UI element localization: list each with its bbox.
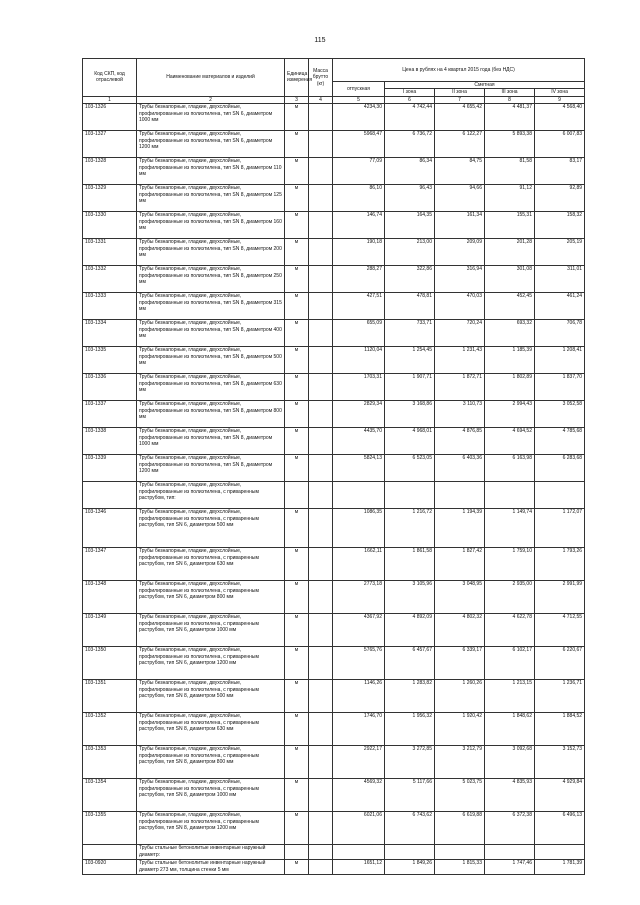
cell-release-price: 6021,06 (333, 812, 385, 845)
cell-code: 103-1334 (83, 320, 137, 347)
cell-name: Трубы безнапорные, гладкие, двухслойные, профилированные из полиэтилена, тип SN 8, диаметром 160 мм (137, 212, 285, 239)
cell-zone2-price: 161,34 (435, 212, 485, 239)
cell-zone1-price: 4 968,01 (385, 428, 435, 455)
header-zone1: I зона (385, 89, 435, 96)
cell-zone2-price: 1 194,39 (435, 509, 485, 548)
table-row (83, 158, 585, 185)
cell-name: Трубы безнапорные, гладкие, двухслойные, профилированные из полиэтилена, тип SN 8, диаметром 125 мм (137, 185, 285, 212)
cell-release-price: 4435,70 (333, 428, 385, 455)
cell-zone3-price: 4 694,52 (485, 428, 535, 455)
cell-zone2-price: 1 920,42 (435, 713, 485, 746)
cell-code: 103-1337 (83, 401, 137, 428)
cell-mass (309, 455, 333, 482)
cell-release-price: 1086,35 (333, 509, 385, 548)
cell-zone4-price: 4 929,84 (535, 779, 585, 812)
cell-code: 103-1346 (83, 509, 137, 548)
cell-name: Трубы безнапорные, гладкие, двухслойные, профилированные из полиэтилена, тип SN 8, диаметром 400 мм (137, 320, 285, 347)
cell-name: Трубы безнапорные, гладкие, двухслойные, профилированные из полиэтилена, с приваренным раструбом, тип SN 8, диаметром 800 мм (137, 746, 285, 779)
cell-zone1-price: 3 272,85 (385, 746, 435, 779)
cell-zone4-price: 205,19 (535, 239, 585, 266)
cell-unit: м (285, 581, 309, 614)
cell-code: 103-1326 (83, 104, 137, 131)
cell-release-price: 427,51 (333, 293, 385, 320)
cell-zone4-price: 6 283,68 (535, 455, 585, 482)
cell-mass (309, 185, 333, 212)
cell-unit: м (285, 131, 309, 158)
header-release: отпускная (333, 82, 385, 97)
cell-release-price: 1703,31 (333, 374, 385, 401)
cell-name: Трубы безнапорные, гладкие, двухслойные, профилированные из полиэтилена, с приваренным раструбом, тип SN 6, диаметром 1200 мм (137, 647, 285, 680)
header-zone3: III зона (485, 89, 535, 96)
cell-code: 103-1351 (83, 680, 137, 713)
cell-zone3-price: 201,28 (485, 239, 535, 266)
cell-mass (309, 374, 333, 401)
cell-mass (309, 647, 333, 680)
cell-mass (309, 812, 333, 845)
cell-zone2-price: 4 655,42 (435, 104, 485, 131)
cell-zone2-price: 1 815,33 (435, 860, 485, 875)
cell-unit: м (285, 158, 309, 185)
cell-zone4-price: 6 007,83 (535, 131, 585, 158)
table-row (83, 347, 585, 374)
table-row (83, 455, 585, 482)
cell-zone4-price: 1 236,71 (535, 680, 585, 713)
cell-zone1-price: 164,35 (385, 212, 435, 239)
cell-zone3-price: 1 848,62 (485, 713, 535, 746)
cell-name: Трубы безнапорные, гладкие, двухслойные, профилированные из полиэтилена, с приваренным раструбом, тип SN 8, диаметром 1000 мм (137, 779, 285, 812)
cell-zone3-price: 3 092,68 (485, 746, 535, 779)
cell-zone1-price: 322,86 (385, 266, 435, 293)
cell-release-price: 5765,76 (333, 647, 385, 680)
cell-release-price: 77,09 (333, 158, 385, 185)
table-row (83, 104, 585, 131)
cell-name: Трубы безнапорные, гладкие, двухслойные, профилированные из полиэтилена, с приваренным раструбом, тип SN 6, диаметром 800 мм (137, 581, 285, 614)
cell-zone4-price: 4 712,55 (535, 614, 585, 647)
cell-zone4-price: 3 052,58 (535, 401, 585, 428)
cell-unit: м (285, 779, 309, 812)
cell-zone1-price: 96,43 (385, 185, 435, 212)
cell-zone2-price: 3 212,79 (435, 746, 485, 779)
cell-mass (309, 212, 333, 239)
cell-name: Трубы безнапорные, гладкие, двухслойные, профилированные из полиэтилена, с приваренным раструбом, тип SN 6, диаметром 1000 мм (137, 614, 285, 647)
cell-release-price: 190,18 (333, 239, 385, 266)
cell-release-price: 5824,13 (333, 455, 385, 482)
cell-zone1-price (385, 845, 435, 860)
cell-release-price: 1662,11 (333, 548, 385, 581)
cell-release-price: 5968,47 (333, 131, 385, 158)
cell-mass (309, 347, 333, 374)
cell-mass (309, 131, 333, 158)
cell-unit: м (285, 614, 309, 647)
cell-zone3-price: 4 481,37 (485, 104, 535, 131)
cell-zone2-price: 470,03 (435, 293, 485, 320)
cell-release-price: 1146,26 (333, 680, 385, 713)
cell-zone3-price (485, 845, 535, 860)
cell-code: 103-1333 (83, 293, 137, 320)
cell-zone3-price: 452,45 (485, 293, 535, 320)
column-number: 4 (309, 96, 333, 103)
column-number: 9 (535, 96, 585, 103)
cell-zone1-price (385, 482, 435, 509)
cell-code: 103-1347 (83, 548, 137, 581)
cell-name: Трубы безнапорные, гладкие, двухслойные, профилированные из полиэтилена, тип SN 8, диаметром 500 мм (137, 347, 285, 374)
cell-zone4-price: 1 208,41 (535, 347, 585, 374)
cell-zone3-price: 1 802,89 (485, 374, 535, 401)
page-number: 115 (314, 37, 326, 44)
cell-name: Трубы безнапорные, гладкие, двухслойные, профилированные из полиэтилена, тип SN 8, диаметром 1200 мм (137, 455, 285, 482)
cell-name: Трубы безнапорные, гладкие, двухслойные, профилированные из полиэтилена, с приваренным раструбом, тип SN 8, диаметром 500 мм (137, 680, 285, 713)
cell-zone2-price: 4 802,32 (435, 614, 485, 647)
cell-zone4-price: 83,17 (535, 158, 585, 185)
cell-unit: м (285, 680, 309, 713)
table-row (83, 320, 585, 347)
cell-unit: м (285, 212, 309, 239)
cell-zone1-price: 4 742,44 (385, 104, 435, 131)
cell-release-price: 146,74 (333, 212, 385, 239)
cell-unit: м (285, 455, 309, 482)
cell-zone1-price: 86,34 (385, 158, 435, 185)
header-mass: Масса брутто (кг) (309, 59, 333, 97)
table-row (83, 239, 585, 266)
cell-zone2-price (435, 482, 485, 509)
cell-release-price: 4367,92 (333, 614, 385, 647)
cell-unit: м (285, 374, 309, 401)
column-number: 1 (83, 96, 137, 103)
cell-zone4-price: 6 220,67 (535, 647, 585, 680)
cell-mass (309, 614, 333, 647)
cell-zone2-price: 316,94 (435, 266, 485, 293)
cell-zone3-price: 6 102,17 (485, 647, 535, 680)
cell-zone4-price: 461,24 (535, 293, 585, 320)
cell-unit: м (285, 239, 309, 266)
table-row (83, 509, 585, 548)
table-row (83, 614, 585, 647)
table-row (83, 713, 585, 746)
cell-code: 103-1339 (83, 455, 137, 482)
cell-zone4-price: 311,01 (535, 266, 585, 293)
cell-zone2-price: 84,75 (435, 158, 485, 185)
cell-mass (309, 746, 333, 779)
cell-zone4-price: 92,89 (535, 185, 585, 212)
cell-zone1-price: 1 216,72 (385, 509, 435, 548)
cell-zone1-price: 1 956,32 (385, 713, 435, 746)
cell-code: 103-1354 (83, 779, 137, 812)
cell-zone3-price: 1 213,15 (485, 680, 535, 713)
cell-name: Трубы безнапорные, гладкие, двухслойные, профилированные из полиэтилена, с приваренным раструбом, тип SN 6, диаметром 500 мм (137, 509, 285, 548)
cell-unit: м (285, 548, 309, 581)
cell-zone2-price: 3 048,95 (435, 581, 485, 614)
cell-zone2-price: 1 872,71 (435, 374, 485, 401)
cell-zone2-price: 720,24 (435, 320, 485, 347)
cell-mass (309, 713, 333, 746)
cell-zone1-price: 3 168,86 (385, 401, 435, 428)
cell-unit: м (285, 185, 309, 212)
cell-zone1-price: 6 523,05 (385, 455, 435, 482)
cell-zone4-price: 1 884,52 (535, 713, 585, 746)
cell-zone3-price: 301,08 (485, 266, 535, 293)
cell-code: 103-1349 (83, 614, 137, 647)
cell-zone3-price: 6 372,38 (485, 812, 535, 845)
cell-zone3-price: 1 747,46 (485, 860, 535, 875)
cell-code: 103-1327 (83, 131, 137, 158)
cell-zone4-price: 1 837,70 (535, 374, 585, 401)
cell-zone2-price: 6 339,17 (435, 647, 485, 680)
cell-mass (309, 104, 333, 131)
cell-zone4-price: 4 785,68 (535, 428, 585, 455)
cell-zone4-price: 706,78 (535, 320, 585, 347)
cell-name: Трубы безнапорные, гладкие, двухслойные, профилированные из полиэтилена, тип SN 6, диаметром 1000 мм (137, 104, 285, 131)
table-row (83, 746, 585, 779)
cell-zone1-price: 1 907,71 (385, 374, 435, 401)
cell-zone1-price: 733,71 (385, 320, 435, 347)
cell-name: Трубы безнапорные, гладкие, двухслойные, профилированные из полиэтилена, с приваренным раструбом, тип: (137, 482, 285, 509)
cell-code: 103-1336 (83, 374, 137, 401)
table-row (83, 401, 585, 428)
cell-zone1-price: 1 283,82 (385, 680, 435, 713)
cell-code: 103-1348 (83, 581, 137, 614)
cell-release-price: 86,10 (333, 185, 385, 212)
column-number: 5 (333, 96, 385, 103)
cell-unit: м (285, 293, 309, 320)
cell-zone3-price: 6 163,98 (485, 455, 535, 482)
cell-zone2-price: 1 260,26 (435, 680, 485, 713)
table-row (83, 266, 585, 293)
cell-zone3-price (485, 482, 535, 509)
cell-mass (309, 239, 333, 266)
cell-name: Трубы безнапорные, гладкие, двухслойные, профилированные из полиэтилена, тип SN 8, диаметром 110 мм (137, 158, 285, 185)
column-number: 2 (137, 96, 285, 103)
table-row (83, 812, 585, 845)
cell-code: 103-1328 (83, 158, 137, 185)
cell-zone2-price: 209,09 (435, 239, 485, 266)
cell-name: Трубы стальные бетонолитые инвентарные наружный диаметр: (137, 845, 285, 860)
table-row (83, 548, 585, 581)
cell-zone2-price: 3 110,73 (435, 401, 485, 428)
cell-zone1-price: 478,81 (385, 293, 435, 320)
cell-name: Трубы безнапорные, гладкие, двухслойные, профилированные из полиэтилена, с приваренным раструбом, тип SN 8, диаметром 1200 мм (137, 812, 285, 845)
cell-code (83, 845, 137, 860)
cell-zone3-price: 81,58 (485, 158, 535, 185)
cell-zone1-price: 6 743,62 (385, 812, 435, 845)
column-number: 8 (485, 96, 535, 103)
cell-unit: м (285, 104, 309, 131)
cell-zone2-price: 1 231,43 (435, 347, 485, 374)
cell-release-price: 2829,34 (333, 401, 385, 428)
cell-code: 103-1330 (83, 212, 137, 239)
cell-mass (309, 293, 333, 320)
cell-zone3-price: 155,31 (485, 212, 535, 239)
cell-mass (309, 860, 333, 875)
cell-zone1-price: 5 117,66 (385, 779, 435, 812)
cell-zone4-price (535, 482, 585, 509)
header-name: Наименование материалов и изделий (137, 59, 285, 97)
cell-code: 103-1329 (83, 185, 137, 212)
cell-zone4-price: 2 991,99 (535, 581, 585, 614)
cell-zone1-price: 1 849,26 (385, 860, 435, 875)
cell-unit: м (285, 266, 309, 293)
cell-unit: м (285, 713, 309, 746)
cell-name: Трубы безнапорные, гладкие, двухслойные, профилированные из полиэтилена, тип SN 8, диаметром 200 мм (137, 239, 285, 266)
header-code: Код СКП, код отраслевой (83, 59, 137, 97)
cell-code: 103-1335 (83, 347, 137, 374)
header-zone2: II зона (435, 89, 485, 96)
cell-zone3-price: 4 835,93 (485, 779, 535, 812)
cell-code: 103-1338 (83, 428, 137, 455)
cell-unit: м (285, 320, 309, 347)
cell-zone2-price: 6 122,27 (435, 131, 485, 158)
cell-code: 103-1350 (83, 647, 137, 680)
cell-zone1-price: 6 736,72 (385, 131, 435, 158)
cell-unit: м (285, 509, 309, 548)
cell-zone1-price: 3 105,96 (385, 581, 435, 614)
cell-code: 103-1353 (83, 746, 137, 779)
cell-zone4-price: 4 568,40 (535, 104, 585, 131)
header-price-group: Цена в рублях на 4 квартал 2015 года (без НДС) (333, 59, 585, 82)
cell-release-price (333, 482, 385, 509)
cell-zone4-price: 3 152,73 (535, 746, 585, 779)
cell-mass (309, 401, 333, 428)
cell-zone3-price: 2 994,43 (485, 401, 535, 428)
cell-name: Трубы безнапорные, гладкие, двухслойные, профилированные из полиэтилена, тип SN 8, диаметром 800 мм (137, 401, 285, 428)
price-table (82, 58, 585, 875)
cell-release-price: 4569,32 (333, 779, 385, 812)
table-row (83, 860, 585, 875)
cell-name: Трубы безнапорные, гладкие, двухслойные, профилированные из полиэтилена, тип SN 8, диаметром 1000 мм (137, 428, 285, 455)
table-row (83, 482, 585, 509)
cell-code: 103-1352 (83, 713, 137, 746)
cell-release-price (333, 845, 385, 860)
cell-unit (285, 482, 309, 509)
table-row (83, 185, 585, 212)
cell-mass (309, 158, 333, 185)
cell-mass (309, 266, 333, 293)
cell-zone4-price (535, 845, 585, 860)
table-row (83, 374, 585, 401)
cell-mass (309, 509, 333, 548)
cell-release-price: 655,09 (333, 320, 385, 347)
table-row (83, 212, 585, 239)
cell-mass (309, 320, 333, 347)
cell-unit: м (285, 746, 309, 779)
table-row (83, 293, 585, 320)
cell-zone2-price: 94,66 (435, 185, 485, 212)
cell-code: 103-0920 (83, 860, 137, 875)
cell-release-price: 288,27 (333, 266, 385, 293)
cell-name: Трубы стальные бетонолитые инвентарные наружный диаметр 273 мм, толщина стенки 5 мм (137, 860, 285, 875)
cell-unit: м (285, 860, 309, 875)
cell-zone4-price: 6 496,13 (535, 812, 585, 845)
cell-unit: м (285, 812, 309, 845)
cell-zone3-price: 693,32 (485, 320, 535, 347)
column-number: 7 (435, 96, 485, 103)
header-unit: Единица измерения (285, 59, 309, 97)
cell-zone4-price: 158,32 (535, 212, 585, 239)
cell-zone1-price: 1 861,58 (385, 548, 435, 581)
cell-name: Трубы безнапорные, гладкие, двухслойные, профилированные из полиэтилена, тип SN 6, диаметром 1200 мм (137, 131, 285, 158)
cell-code: 103-1355 (83, 812, 137, 845)
cell-mass (309, 482, 333, 509)
cell-unit: м (285, 347, 309, 374)
cell-unit (285, 845, 309, 860)
cell-release-price: 1120,04 (333, 347, 385, 374)
cell-name: Трубы безнапорные, гладкие, двухслойные, профилированные из полиэтилена, тип SN 8, диаметром 630 мм (137, 374, 285, 401)
table-row (83, 581, 585, 614)
cell-mass (309, 779, 333, 812)
cell-zone2-price (435, 845, 485, 860)
table-row (83, 428, 585, 455)
cell-zone3-price: 91,12 (485, 185, 535, 212)
cell-code (83, 482, 137, 509)
cell-name: Трубы безнапорные, гладкие, двухслойные, профилированные из полиэтилена, с приваренным раструбом, тип SN 6, диаметром 630 мм (137, 548, 285, 581)
cell-zone3-price: 1 759,10 (485, 548, 535, 581)
table-row (83, 680, 585, 713)
column-number-row (83, 96, 585, 103)
cell-mass (309, 680, 333, 713)
cell-release-price: 4234,30 (333, 104, 385, 131)
cell-name: Трубы безнапорные, гладкие, двухслойные, профилированные из полиэтилена, тип SN 8, диаметром 250 мм (137, 266, 285, 293)
cell-zone4-price: 1 793,26 (535, 548, 585, 581)
column-number: 6 (385, 96, 435, 103)
cell-mass (309, 428, 333, 455)
header-zone4: IV зона (535, 89, 585, 96)
cell-zone4-price: 1 172,07 (535, 509, 585, 548)
cell-code: 103-1332 (83, 266, 137, 293)
column-number: 3 (285, 96, 309, 103)
cell-zone1-price: 1 254,45 (385, 347, 435, 374)
cell-mass (309, 845, 333, 860)
table-row (83, 647, 585, 680)
cell-release-price: 1746,70 (333, 713, 385, 746)
cell-release-price: 2773,18 (333, 581, 385, 614)
cell-mass (309, 548, 333, 581)
cell-name: Трубы безнапорные, гладкие, двухслойные, профилированные из полиэтилена, тип SN 8, диаметром 315 мм (137, 293, 285, 320)
cell-zone2-price: 4 876,85 (435, 428, 485, 455)
cell-zone3-price: 1 149,74 (485, 509, 535, 548)
cell-unit: м (285, 647, 309, 680)
table-row (83, 131, 585, 158)
cell-zone2-price: 6 403,36 (435, 455, 485, 482)
cell-zone3-price: 5 893,38 (485, 131, 535, 158)
cell-zone2-price: 6 619,88 (435, 812, 485, 845)
cell-release-price: 2922,17 (333, 746, 385, 779)
cell-zone3-price: 4 622,78 (485, 614, 535, 647)
cell-release-price: 1651,12 (333, 860, 385, 875)
table-row (83, 845, 585, 860)
table-row (83, 779, 585, 812)
cell-mass (309, 581, 333, 614)
cell-zone1-price: 4 892,09 (385, 614, 435, 647)
cell-zone4-price: 1 781,39 (535, 860, 585, 875)
cell-unit: м (285, 428, 309, 455)
header-estimate: Сметная (385, 82, 585, 89)
cell-zone3-price: 2 935,00 (485, 581, 535, 614)
cell-unit: м (285, 401, 309, 428)
cell-zone1-price: 213,00 (385, 239, 435, 266)
cell-zone3-price: 1 185,39 (485, 347, 535, 374)
cell-zone2-price: 1 827,42 (435, 548, 485, 581)
cell-code: 103-1331 (83, 239, 137, 266)
cell-zone1-price: 6 457,67 (385, 647, 435, 680)
cell-name: Трубы безнапорные, гладкие, двухслойные, профилированные из полиэтилена, с приваренным раструбом, тип SN 8, диаметром 630 мм (137, 713, 285, 746)
cell-zone2-price: 5 023,75 (435, 779, 485, 812)
